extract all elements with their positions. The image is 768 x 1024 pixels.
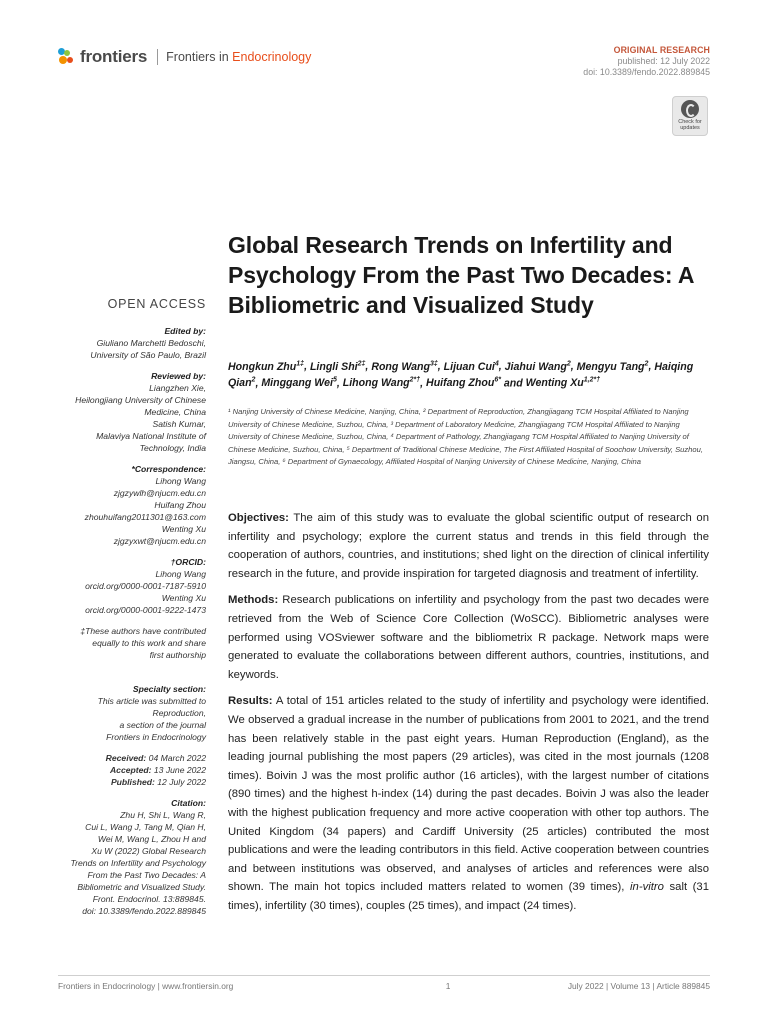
edited-by: Edited by: Giuliano Marchetti Bedoschi, University of São Paulo, Brazil	[90, 326, 206, 360]
divider	[157, 49, 158, 65]
equal-contribution-note: ‡These authors have contributed equally to this work and share first authorship	[80, 626, 206, 660]
author[interactable]: Mengyu Tang$^2$	[576, 360, 649, 373]
open-access-label: OPEN ACCESS	[107, 297, 206, 311]
email-link[interactable]: zjgzyxwt@njucm.edu.cn	[113, 536, 206, 546]
author[interactable]: Lingli Shi$^{2\ddagger}$	[309, 360, 366, 373]
article-dates: Received: 04 March 2022 Accepted: 13 June 2022 Published: 12 July 2022	[105, 753, 206, 787]
article-type: ORIGINAL RESEARCH	[613, 45, 710, 55]
author-list: Hongkun Zhu$^{1\ddagger}$, Lingli Shi$^{2\ddagger}$, Rong Wang$^{3\ddagger}$, Lijuan Cui$^4$, Jiahui Wang$^2$, Mengyu Tang$^2$, Haiqing Qian$^2$, Minggang Wei$^5$, Lihong Wang$^{2*\dagger}$, Huifang Zhou$^{6*}$ and Wenting $Xu^{1,2*\dagger}$	[228, 360, 694, 390]
author[interactable]: Lihong Wang$^{2*\dagger}$	[342, 376, 421, 390]
page-number: 1	[445, 981, 451, 991]
abstract	[228, 509, 709, 923]
email-link[interactable]: zhouhuifang2011301@163.com	[84, 512, 206, 522]
author[interactable]: Minggang Wei$^5$	[261, 376, 337, 390]
affiliations: ¹ Nanjing University of Chinese Medicine, Nanjing, China, ² Department of Reproduction, Zhangjiagang TCM Hospital Affiliated to Nanjing University of Chinese Medicine, Suzhou, China, ³ Department of Laboratory Medicine, Zhangjiagang TCM Hospital Affiliated to Nanjing University of Chinese Medicine, Suzhou, China, ⁴ Department of Pathology, Zhangjiagang TCM Hospital Affiliated to Nanjing University of Chinese Medicine, Suzhou, China, ⁵ Department of Traditional Chinese Medicine, The First Affiliated Hospital of Soochow University, Suzhou, Jiangsu, China, ⁶ Department of Gynaecology, Affiliated Hospital of Nanjing University of Chinese Medicine, Nanjing, China	[228, 407, 703, 467]
check-updates-label: Check for updates	[678, 119, 702, 131]
footer-issue-info: July 2022 | Volume 13 | Article 889845	[567, 981, 710, 991]
journal-logo	[58, 47, 311, 67]
orcid-link[interactable]: orcid.org/0000-0001-9222-1473	[85, 605, 206, 615]
check-for-updates-button[interactable]	[672, 96, 708, 136]
check-updates-icon	[681, 100, 699, 118]
article-meta	[583, 45, 710, 78]
doi: doi: 10.3389/fendo.2022.889845	[583, 67, 710, 77]
journal-name: Frontiers in Endocrinology	[166, 50, 312, 64]
author[interactable]: Huifang Zhou$^{6*}$	[426, 376, 501, 390]
abstract-results: Results: A total of 151 articles related to the study of infertility and psychology were identified. We observed a gradual increase in the number of publications from 2001 to 2021, and the trend has been relatively stable in the past eight years. Human Reproduction (England), as the leading journal publishing the most papers (29 articles), was cited in the most journals (1208 times). Boivin J was the most prolific author (16 articles), with the largest number of citations (890 times) and the highest h-index (14) during the past decades. Boivin J was also the leader with the highest publication frequency and more active cooperation with other top authors. The United Kingdom (34 papers) and Cardiff University (25 articles) contributed the most publications and were the leading contributors in this field. Active cooperation between countries and between institutions was observed, and analyses of articles and references were also shown. The main hot topics included matters related to women (39 times), in-vitro salt (31 times), infertility (30 times), couples (25 times), and impact (24 times).	[228, 695, 709, 912]
author[interactable]: Wenting $Xu^{1,2*\dagger}$	[525, 376, 601, 390]
frontiers-logo-icon	[58, 48, 76, 66]
article-title: Global Research Trends on Infertility and Psychology From the Past Two Decades: A Bibliometric and Visualized Study	[228, 232, 694, 318]
abstract-methods: Methods: Research publications on infertility and psychology from the past two decades were retrieved from the Web of Science Core Collection (WoSCC). Bibliometric analyses were performed using VOSviewer software and the bibliometrix R package. Network maps were generated to evaluate the collaborations between different authors, countries, institutions, and keywords.	[228, 594, 709, 681]
abstract-objectives: Objectives: The aim of this study was to evaluate the global scientific output of research on infertility and psychology; explore the current status and trends in this field through the cooperation of authors, countries, and institutions; shed light on the direction of clinical infertility research in the future, and provide inspiration for targeted diagnosis and treatment of infertility.	[228, 512, 709, 580]
page-footer	[58, 975, 710, 991]
orcid-link[interactable]: orcid.org/0000-0001-7187-5910	[85, 581, 206, 591]
author[interactable]: Lijuan Cui$^4$	[443, 360, 499, 373]
citation: Citation: Zhu H, Shi L, Wang R, Cui L, Wang J, Tang M, Qian H, Wei M, Wang L, Zhou H and Xu W (2022) Global Research Trends on Infertility and Psychology From the Past Two Decades: A Bibliometric and Visualized Study. Front. Endocrinol. 13:889845. doi: 10.3389/fendo.2022.889845	[58, 797, 206, 917]
author[interactable]: Haiqing Qian$^2$	[228, 360, 694, 390]
footer-journal-link[interactable]: Frontiers in Endocrinology | www.frontiersin.org	[58, 981, 234, 991]
correspondence: *Correspondence: Lihong Wang zjgzywlh@njucm.edu.cn Huifang Zhou zhouhuifang2011301@163.com Wenting Xu zjgzyxwt@njucm.edu.cn	[58, 463, 206, 547]
author[interactable]: Jiahui Wang$^2$	[504, 360, 571, 373]
author[interactable]: Hongkun Zhu$^{1\ddagger}$	[228, 360, 305, 373]
published-date: published: 12 July 2022	[617, 56, 710, 66]
email-link[interactable]: zjgzywlh@njucm.edu.cn	[113, 488, 206, 498]
sidebar	[58, 325, 206, 926]
reviewed-by: Reviewed by: Liangzhen Xie, Heilongjiang University of Chinese Medicine, China Satish Kumar, Malaviya National Institute of Technology, India	[75, 371, 206, 453]
specialty-section: Specialty section: This article was submitted to Reproduction, a section of the journal Frontiers in Endocrinology	[97, 684, 206, 742]
citation-doi-link[interactable]: doi: 10.3389/fendo.2022.889845	[82, 906, 206, 916]
orcid: †ORCID: Lihong Wang orcid.org/0000-0001-7187-5910 Wenting Xu orcid.org/0000-0001-9222-1473	[58, 556, 206, 616]
author[interactable]: Rong Wang$^{3\ddagger}$	[371, 360, 438, 373]
brand-name: frontiers	[80, 47, 148, 66]
